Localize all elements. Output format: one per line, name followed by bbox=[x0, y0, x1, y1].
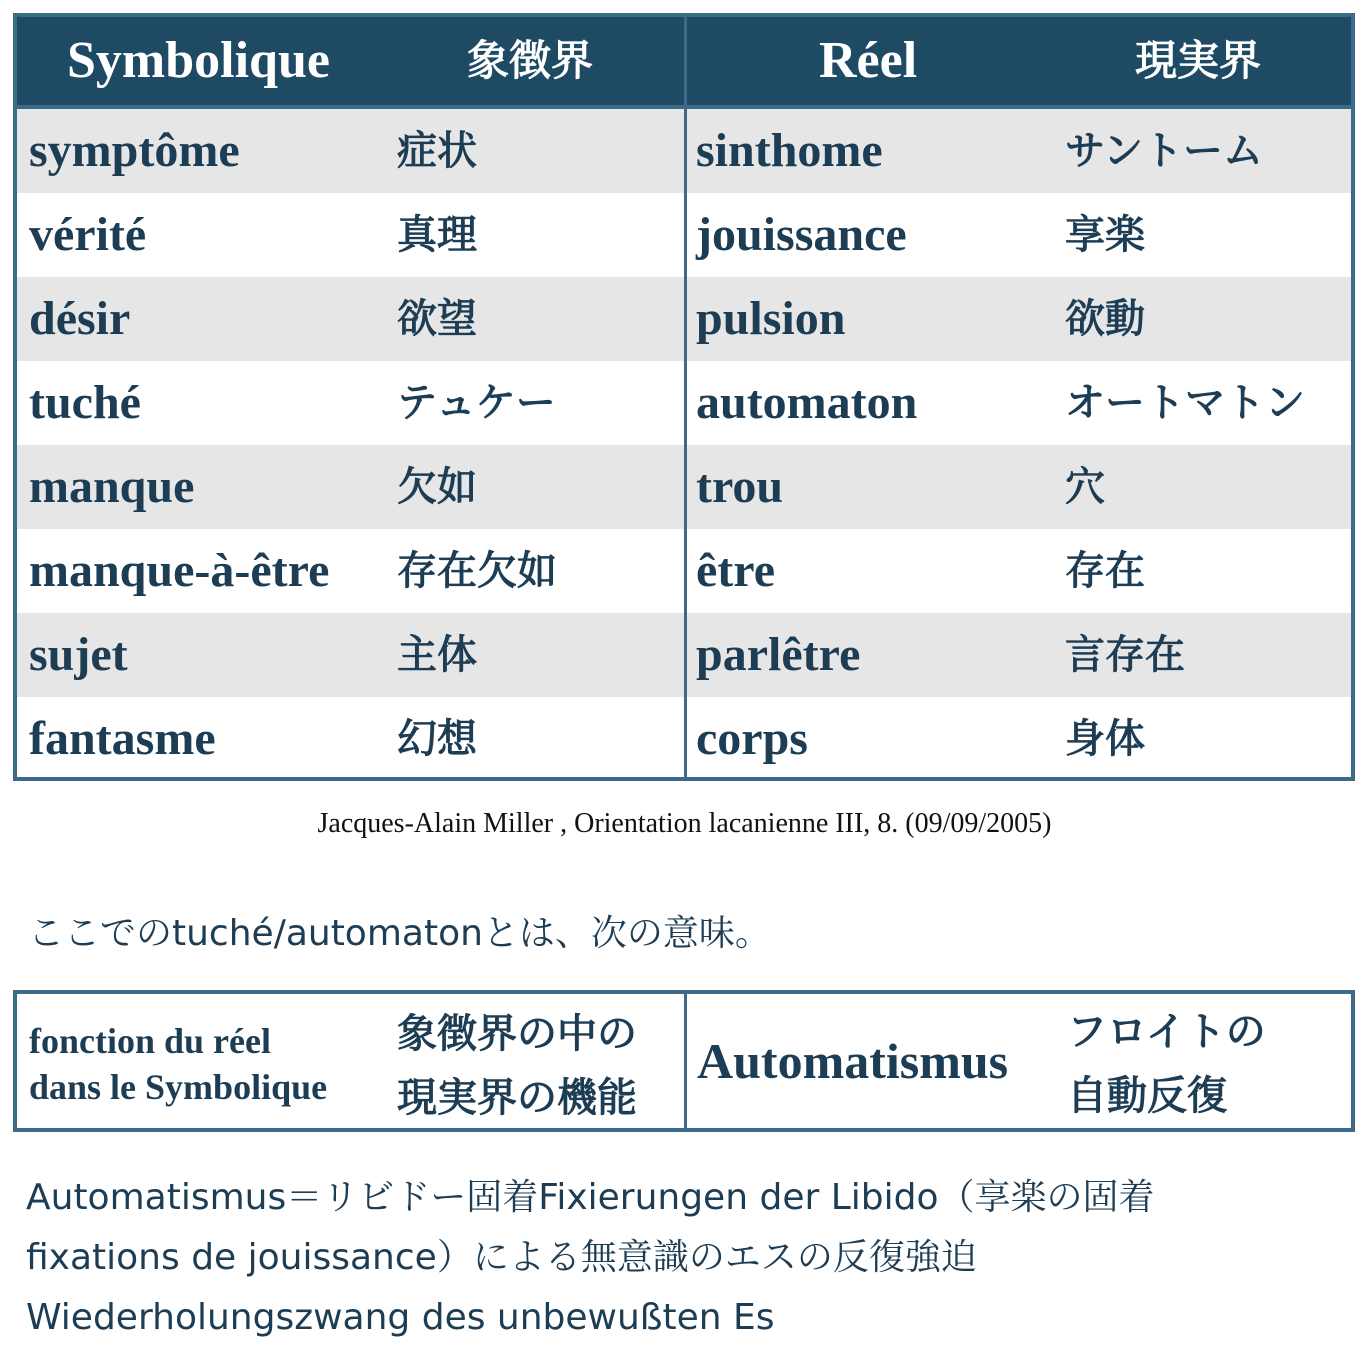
symbolique-term: vérité bbox=[29, 208, 147, 261]
symbolique-term-jp: 主体 bbox=[397, 632, 477, 678]
intro-text: ここでのtuché/automatonとは、次の意味。 bbox=[28, 913, 771, 954]
symbolique-term-jp: 幻想 bbox=[397, 716, 477, 762]
reel-term: jouissance bbox=[696, 208, 907, 261]
column-divider bbox=[684, 994, 687, 1128]
header-reel-jp: 現実界 bbox=[1135, 36, 1262, 85]
automatismus-label: Automatismus bbox=[697, 1033, 1009, 1089]
reel-term-jp: 身体 bbox=[1065, 716, 1145, 762]
reel-term-jp: 欲動 bbox=[1065, 296, 1145, 342]
symbolique-term-jp: 真理 bbox=[397, 212, 477, 258]
symbolique-term: tuché bbox=[29, 376, 141, 429]
fonction-du-reel-label bbox=[29, 1018, 327, 1110]
note-line: Automatismus＝リビドー固着Fixierungen der Libido（享楽の固着 bbox=[26, 1177, 1155, 1218]
symbolique-term-jp: 欠如 bbox=[397, 464, 477, 510]
concept-table bbox=[13, 13, 1355, 781]
automatismus-jp-line: フロイトの bbox=[1067, 1009, 1266, 1055]
automatismus-note bbox=[26, 1168, 1346, 1348]
fonction-jp-line: 現実界の機能 bbox=[397, 1075, 637, 1121]
symbolique-term-jp: 症状 bbox=[397, 128, 477, 174]
symbolique-term: manque bbox=[29, 460, 195, 513]
automatismus-jp bbox=[1067, 1000, 1266, 1128]
reel-term-jp: 存在 bbox=[1065, 548, 1145, 594]
reel-term: automaton bbox=[696, 376, 918, 429]
fonction-du-reel-jp bbox=[397, 1002, 637, 1130]
reel-term-jp: オートマトン bbox=[1065, 380, 1305, 426]
symbolique-term: fantasme bbox=[29, 712, 216, 765]
fonction-jp-line: 象徴界の中の bbox=[397, 1011, 637, 1057]
fonction-line: fonction du réel bbox=[29, 1021, 271, 1061]
symbolique-term: désir bbox=[29, 292, 131, 345]
reel-term: pulsion bbox=[696, 292, 846, 345]
reel-term: trou bbox=[696, 460, 784, 513]
citation: Jacques-Alain Miller , Orientation lacanienne III, 8. (09/09/2005) bbox=[317, 808, 1052, 839]
header-symbolique: Symbolique bbox=[67, 32, 330, 89]
symbolique-term-jp: 存在欠如 bbox=[397, 548, 557, 594]
fonction-line: dans le Symbolique bbox=[29, 1067, 328, 1107]
symbolique-term: symptôme bbox=[29, 124, 240, 177]
symbolique-term: sujet bbox=[29, 628, 128, 681]
reel-term-jp: サントーム bbox=[1065, 128, 1263, 174]
reel-term-jp: 穴 bbox=[1065, 464, 1105, 510]
symbolique-term: manque-à-être bbox=[29, 544, 330, 597]
note-line: fixations de jouissance）による無意識のエスの反復強迫 bbox=[26, 1237, 977, 1278]
reel-term: sinthome bbox=[696, 124, 883, 177]
definition-table bbox=[13, 990, 1355, 1132]
header-reel: Réel bbox=[819, 32, 918, 89]
reel-term: être bbox=[696, 544, 776, 597]
symbolique-term-jp: テュケー bbox=[397, 380, 556, 426]
reel-term-jp: 言存在 bbox=[1065, 632, 1185, 678]
column-divider bbox=[684, 17, 687, 777]
reel-term: parlêtre bbox=[696, 628, 861, 681]
reel-term: corps bbox=[696, 712, 808, 765]
note-line: Wiederholungszwang des unbewußten Es bbox=[26, 1297, 775, 1338]
symbolique-term-jp: 欲望 bbox=[397, 296, 477, 342]
header-symbolique-jp: 象徴界 bbox=[467, 36, 594, 85]
reel-term-jp: 享楽 bbox=[1065, 212, 1145, 258]
automatismus-jp-line: 自動反復 bbox=[1067, 1073, 1227, 1119]
